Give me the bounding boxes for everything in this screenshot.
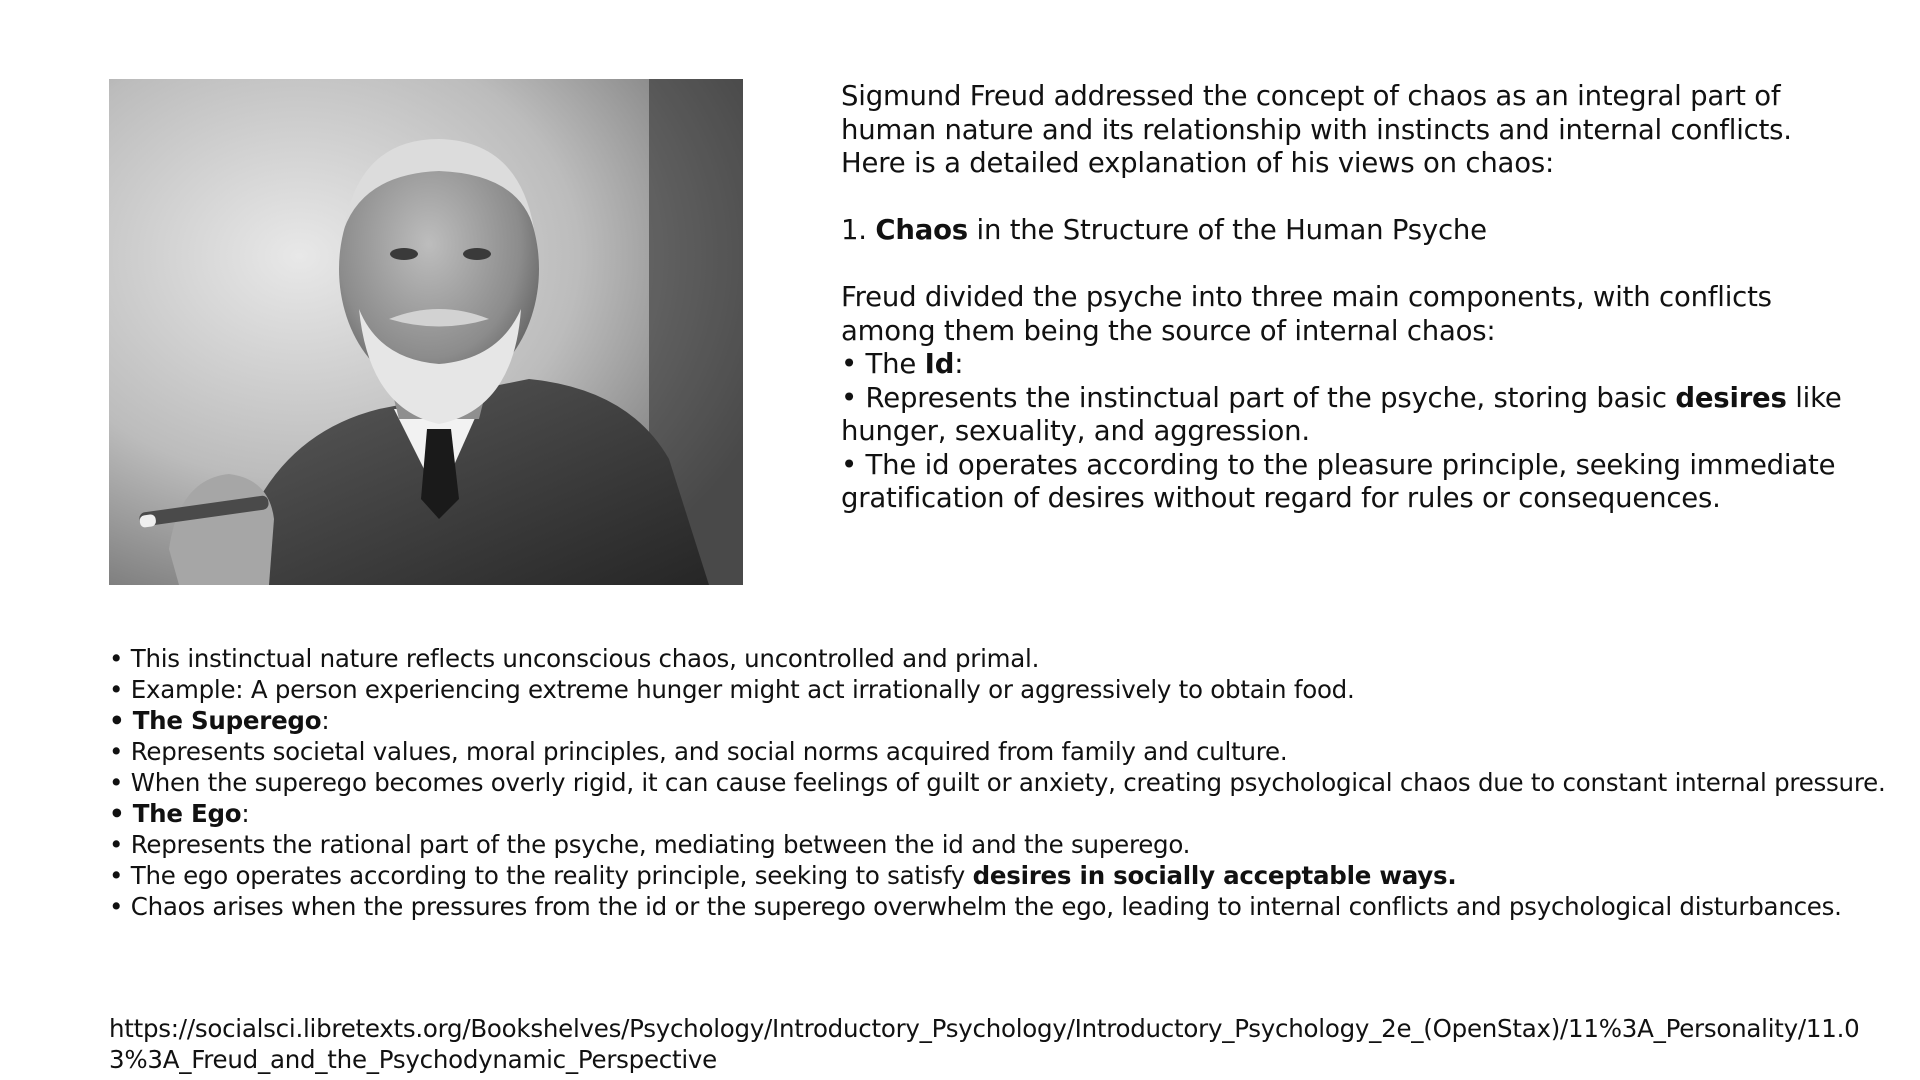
right-text-column bbox=[841, 80, 1861, 516]
section-number: 1. bbox=[841, 214, 867, 246]
id-item-3: • This instinctual nature reflects unconscious chaos, uncontrolled and primal. bbox=[109, 644, 1040, 673]
id-item-1: • Represents the instinctual part of the psyche, storing basic desires like hunger, sexuality, and aggression. bbox=[841, 381, 1842, 447]
superego-item-2: • When the superego becomes overly rigid, it can cause feelings of guilt or anxiety, creating psychological chaos due to constant internal pressure. bbox=[109, 768, 1886, 797]
id-item-2: • The id operates according to the pleasure principle, seeking immediate gratification of desires without regard for rules or consequences. bbox=[841, 448, 1836, 514]
intro-paragraph: Sigmund Freud addressed the concept of chaos as an integral part of human nature and its relationship with instincts and internal conflicts. Here is a detailed explanation of his views on chaos: bbox=[841, 80, 1792, 179]
bottom-text-block bbox=[109, 643, 1889, 922]
id-heading-bold: Id bbox=[924, 348, 955, 380]
section-heading bbox=[841, 214, 1861, 248]
superego-item-1: • Represents societal values, moral principles, and social norms acquired from family and culture. bbox=[109, 737, 1288, 766]
ego-item-1: • Represents the rational part of the psyche, mediating between the id and the superego. bbox=[109, 830, 1191, 859]
ego-item-2: • The ego operates according to the reality principle, seeking to satisfy desires in socially acceptable ways. bbox=[109, 861, 1457, 890]
superego-heading: • The Superego: bbox=[109, 706, 330, 735]
section-heading-rest: in the Structure of the Human Psyche bbox=[967, 214, 1487, 246]
freud-portrait-photo bbox=[109, 79, 743, 585]
ego-item-3: • Chaos arises when the pressures from the id or the superego overwhelm the ego, leading to internal conflicts and psychological disturbances. bbox=[109, 892, 1842, 921]
psyche-paragraph: Freud divided the psyche into three main components, with conflicts among them being the source of internal chaos: bbox=[841, 281, 1772, 347]
id-item-4: • Example: A person experiencing extreme hunger might act irrationally or aggressively to obtain food. bbox=[109, 675, 1355, 704]
freud-portrait-illustration bbox=[109, 79, 743, 585]
section-heading-bold: Chaos bbox=[875, 214, 968, 246]
source-url: https://socialsci.libretexts.org/Bookshelves/Psychology/Introductory_Psychology/Introductory_Psychology_2e_(OpenStax)/11%3A_Personality/11.03%3A_Freud_and_the_Psychodynamic_Perspective bbox=[109, 1014, 1860, 1074]
id-heading: • The Id: bbox=[841, 348, 964, 380]
ego-heading: • The Ego: bbox=[109, 799, 250, 828]
